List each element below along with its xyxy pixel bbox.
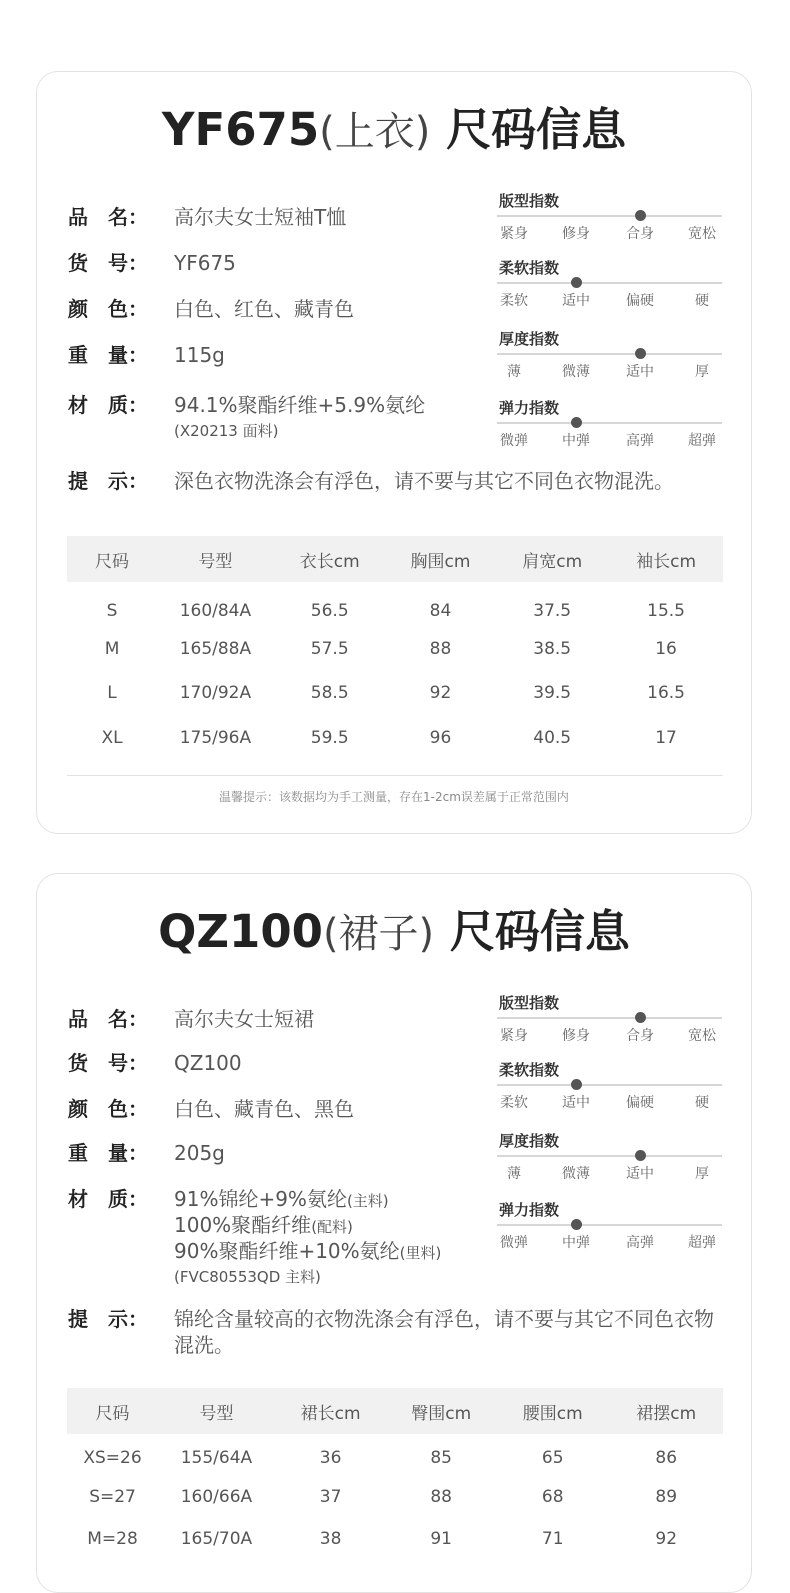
- table-cell: 160/84A: [179, 600, 252, 621]
- index-option: 合身: [626, 226, 654, 242]
- info-value: 锦纶含量较高的衣物洗涤会有浮色，请不要与其它不同色衣物: [174, 1307, 714, 1331]
- info-value: 94.1%聚酯纤维+5.9%氨纶: [174, 393, 426, 417]
- index-title: 版型指数: [499, 994, 560, 1012]
- table-row: [67, 582, 723, 627]
- table-cell: 37: [319, 1487, 342, 1507]
- table-header-cell: 肩宽cm: [495, 536, 609, 582]
- table-cell: 15.5: [647, 600, 685, 621]
- index-option: 柔软: [500, 1095, 528, 1111]
- index-option: 适中: [562, 1095, 590, 1111]
- info-value: QZ100: [174, 1051, 242, 1075]
- table-header-cell: 袖长cm: [609, 536, 723, 582]
- table-header-cell: 裙长cm: [275, 1388, 387, 1434]
- index-option: 适中: [626, 364, 654, 380]
- table-cell: 57.5: [310, 638, 349, 659]
- table-cell: 91: [430, 1529, 452, 1549]
- info-value: 100%聚酯纤维(配料): [174, 1213, 353, 1237]
- index-marker: [635, 210, 646, 221]
- table-cell: 39.5: [533, 683, 572, 704]
- title-suffix: 尺码信息: [446, 103, 627, 156]
- info-value: 白色、红色、藏青色: [174, 297, 354, 321]
- index-option: 厚: [695, 1166, 709, 1182]
- index-option: 中弹: [562, 1235, 590, 1251]
- index-title: 弹力指数: [499, 399, 560, 417]
- table-cell: 16.5: [647, 683, 685, 704]
- product-code: YF675: [161, 103, 320, 156]
- index-option: 薄: [507, 364, 521, 380]
- table-cell: M: [104, 638, 120, 659]
- table-cell: 92: [655, 1529, 678, 1549]
- index-option: 适中: [562, 293, 590, 309]
- title-suffix: 尺码信息: [449, 905, 630, 958]
- info-value: 白色、藏青色、黑色: [174, 1097, 354, 1121]
- table-row: [67, 627, 723, 672]
- index-option: 宽松: [688, 1028, 716, 1044]
- info-label: 提 示：: [68, 1307, 148, 1331]
- index-track: [497, 422, 722, 424]
- table-row: [67, 1476, 723, 1518]
- table-cell: 175/96A: [179, 727, 252, 748]
- card-title: [37, 904, 751, 962]
- table-cell: 38: [319, 1529, 342, 1549]
- info-label: 重 量：: [68, 343, 148, 367]
- table-header-row: [67, 536, 723, 582]
- info-label: 颜 色：: [68, 1097, 148, 1121]
- info-label: 材 质：: [68, 1187, 148, 1211]
- info-value: 深色衣物洗涤会有浮色，请不要与其它不同色衣物混洗。: [174, 469, 674, 493]
- info-label: 品 名：: [68, 205, 148, 229]
- table-header-cell: 号型: [157, 536, 274, 582]
- measurement-note: 温馨提示：该数据均为手工测量，存在1-2cm误差属于正常范围内: [219, 790, 569, 804]
- fabric-code: (FVC80553QD 主料): [174, 1268, 321, 1286]
- table-header-cell: 裙摆cm: [609, 1388, 723, 1434]
- index-option: 柔软: [500, 293, 528, 309]
- table-cell: 165/88A: [179, 638, 252, 659]
- info-value: 115g: [174, 343, 225, 367]
- index-marker: [635, 348, 646, 359]
- index-option: 高弹: [626, 433, 654, 449]
- table-row: [67, 1434, 723, 1476]
- index-option: 宽松: [688, 226, 716, 242]
- index-option: 偏硬: [626, 1095, 654, 1111]
- index-title: 弹力指数: [499, 1201, 560, 1219]
- card-title: [37, 102, 751, 160]
- info-value: YF675: [174, 251, 236, 275]
- table-cell: 38.5: [533, 638, 572, 659]
- table-cell: S=27: [89, 1487, 136, 1507]
- table-header-row: [67, 1388, 723, 1434]
- index-marker: [571, 277, 582, 288]
- product-category: (上衣): [319, 109, 431, 155]
- info-label: 颜 色：: [68, 297, 148, 321]
- size-card-top: [36, 71, 752, 834]
- table-header-cell: 尺码: [67, 1388, 158, 1434]
- info-label: 重 量：: [68, 1141, 148, 1165]
- table-cell: 40.5: [533, 727, 572, 748]
- index-option: 超弹: [688, 1235, 716, 1251]
- info-label: 货 号：: [68, 1051, 148, 1075]
- table-cell: 68: [541, 1487, 564, 1507]
- size-table: [67, 536, 723, 760]
- index-track: [497, 1155, 722, 1157]
- table-cell: 84: [429, 600, 452, 621]
- table-row: [67, 716, 723, 761]
- info-value: 205g: [174, 1141, 225, 1165]
- table-header-cell: 胸围cm: [386, 536, 496, 582]
- index-track: [497, 1224, 722, 1226]
- index-option: 微薄: [562, 1166, 590, 1182]
- table-header-cell: 衣长cm: [274, 536, 386, 582]
- index-option: 修身: [562, 226, 590, 242]
- table-cell: 16: [655, 638, 677, 659]
- table-cell: 88: [430, 1487, 452, 1507]
- size-table: [67, 1388, 723, 1560]
- table-cell: XS=26: [83, 1447, 142, 1468]
- index-title: 厚度指数: [499, 1132, 560, 1150]
- table-cell: 37.5: [533, 600, 572, 621]
- table-header-cell: 尺码: [67, 536, 157, 582]
- info-label: 品 名：: [68, 1007, 148, 1031]
- index-marker: [635, 1150, 646, 1161]
- size-card-bottom: [36, 873, 752, 1593]
- index-marker: [635, 1012, 646, 1023]
- product-category: (裙子): [322, 911, 435, 957]
- table-header-cell: 号型: [158, 1388, 275, 1434]
- index-marker: [571, 1079, 582, 1090]
- table-cell: 89: [655, 1487, 678, 1507]
- table-cell: 17: [655, 727, 677, 748]
- index-track: [497, 353, 722, 355]
- index-option: 微弹: [500, 433, 528, 449]
- table-cell: XL: [101, 727, 123, 748]
- info-label: 材 质：: [68, 393, 148, 417]
- index-option: 厚: [695, 364, 709, 380]
- table-cell: 58.5: [310, 683, 349, 704]
- index-option: 中弹: [562, 433, 590, 449]
- info-value: 90%聚酯纤维+10%氨纶(里料): [174, 1239, 442, 1263]
- index-track: [497, 1084, 722, 1086]
- index-track: [497, 215, 722, 217]
- info-value: 91%锦纶+9%氨纶(主料): [174, 1187, 389, 1211]
- table-header-cell: 腰围cm: [496, 1388, 609, 1434]
- table-cell: 170/92A: [179, 683, 252, 704]
- info-value: 混洗。: [174, 1333, 234, 1357]
- table-cell: 71: [541, 1529, 564, 1549]
- table-header-cell: 臀围cm: [386, 1388, 496, 1434]
- index-title: 版型指数: [499, 192, 560, 210]
- index-marker: [571, 1219, 582, 1230]
- info-value: 高尔夫女士短袖T恤: [174, 205, 347, 229]
- table-cell: 65: [541, 1447, 564, 1468]
- index-option: 适中: [626, 1166, 654, 1182]
- index-option: 修身: [562, 1028, 590, 1044]
- index-option: 硬: [695, 1095, 709, 1111]
- table-cell: L: [107, 683, 117, 704]
- index-title: 柔软指数: [499, 259, 560, 277]
- index-option: 薄: [507, 1166, 521, 1182]
- index-option: 紧身: [500, 226, 528, 242]
- index-option: 紧身: [500, 1028, 528, 1044]
- table-cell: 86: [655, 1447, 678, 1468]
- index-option: 高弹: [626, 1235, 654, 1251]
- index-track: [497, 282, 722, 284]
- index-option: 合身: [626, 1028, 654, 1044]
- table-row: [67, 671, 723, 716]
- table-cell: 36: [319, 1447, 342, 1468]
- info-label: 提 示：: [68, 469, 148, 493]
- index-title: 柔软指数: [499, 1061, 560, 1079]
- index-title: 厚度指数: [499, 330, 560, 348]
- table-cell: 160/66A: [180, 1487, 253, 1507]
- table-cell: 155/64A: [180, 1447, 253, 1468]
- table-cell: S: [106, 600, 118, 621]
- table-cell: M=28: [87, 1529, 138, 1549]
- table-cell: 165/70A: [180, 1529, 253, 1549]
- fabric-code: (X20213 面料): [174, 422, 279, 440]
- index-option: 超弹: [688, 433, 716, 449]
- index-track: [497, 1017, 722, 1019]
- table-cell: 56.5: [310, 600, 349, 621]
- info-label: 货 号：: [68, 251, 148, 275]
- index-option: 偏硬: [626, 293, 654, 309]
- divider: [67, 775, 723, 776]
- table-cell: 96: [429, 727, 452, 748]
- index-option: 微弹: [500, 1235, 528, 1251]
- index-option: 微薄: [562, 364, 590, 380]
- info-value: 高尔夫女士短裙: [174, 1007, 314, 1031]
- table-cell: 92: [429, 683, 452, 704]
- table-cell: 59.5: [310, 727, 349, 748]
- table-cell: 85: [430, 1447, 452, 1468]
- index-option: 硬: [695, 293, 709, 309]
- product-code: QZ100: [158, 905, 323, 958]
- table-cell: 88: [429, 638, 452, 659]
- table-row: [67, 1518, 723, 1560]
- index-marker: [571, 417, 582, 428]
